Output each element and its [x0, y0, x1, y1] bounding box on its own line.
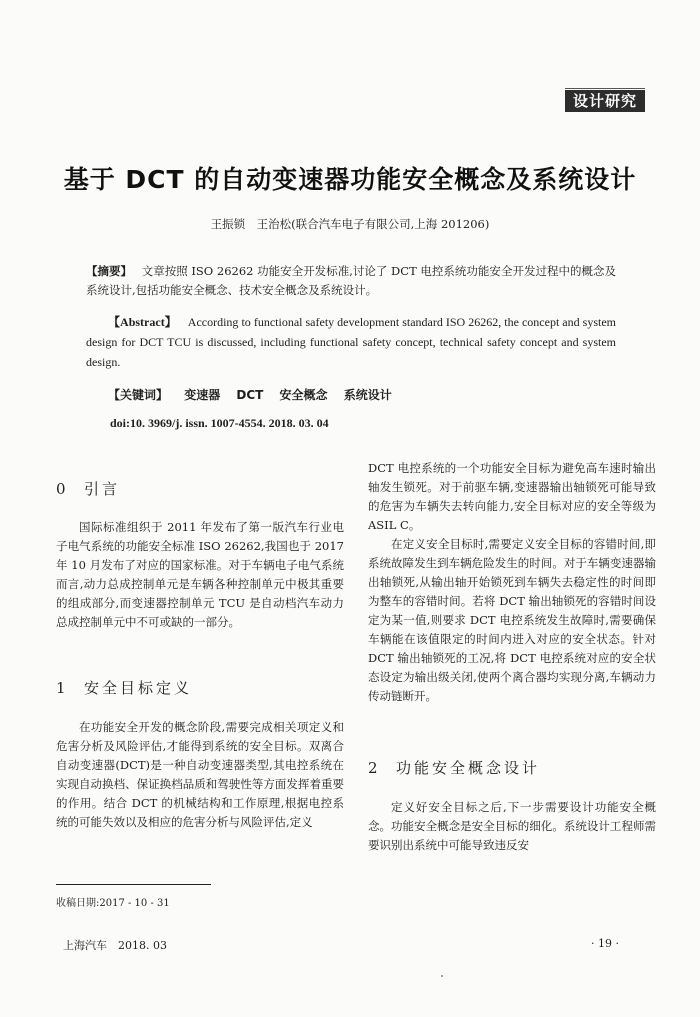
section-number: 1 — [56, 679, 69, 697]
scan-speck — [441, 975, 443, 977]
keywords — [108, 386, 608, 403]
paragraph: 在功能安全开发的概念阶段,需要完成相关项定义和危害分析及风险评估,才能得到系统的安全目标。双离合自动变速器(DCT)是一种自动变速器类型,其电控系统在实现自动换档、保证换档品质和驾驶性等方面发挥着重要的作用。结合 DCT 的机械结构和工作原理,根据电控系统的可能失效以及相应的危害分析与风险评估,定义 — [56, 720, 344, 829]
section-heading-1 — [56, 677, 344, 698]
section-number: 2 — [368, 759, 381, 777]
footnote-rule — [56, 884, 211, 885]
paragraph: 定义好安全目标之后,下一步需要设计功能安全概念。功能安全概念是安全目标的细化。系统设计工程师需要识别出系统中可能导致违反安 — [368, 800, 656, 852]
abstract-cn-text: 文章按照 ISO 26262 功能安全开发标准,讨论了 DCT 电控系统功能安全开发过程中的概念及系统设计,包括功能安全概念、技术安全概念及系统设计。 — [86, 264, 617, 297]
abstract-en — [86, 312, 616, 372]
keyword: DCT — [236, 388, 264, 402]
header-rule — [565, 88, 645, 89]
doi: doi:10. 3969/j. issn. 1007-4554. 2018. 03. 04 — [110, 416, 329, 430]
abstract-en-label: 【Abstract】 — [108, 315, 177, 329]
keyword: 安全概念 — [279, 388, 328, 402]
section-title: 引言 — [84, 480, 121, 498]
abstract-cn-label: 【摘要】 — [86, 264, 133, 278]
paragraph: 在定义安全目标时,需要定义安全目标的容错时间,即系统故障发生到车辆危险发生的时间。对于车辆变速器输出轴锁死,从输出轴开始锁死到车辆失去稳定性的时间即为整车的容错时间。若将 DCT 输出轴锁死的容错时间设定为某一值,则要求 DCT 电控系统发生故障时,需要确保车辆能在该值限定的时间内进入对应的安全状态。针对 DCT 输出轴锁死的工况,将 DCT 电控系统对应的安全状态设定为输出级关闭,使两个离合器均实现分离,车辆动力传动链断开。 — [368, 537, 656, 703]
section-heading-2 — [368, 757, 656, 778]
section-heading-0 — [56, 478, 344, 499]
journal-issue: 上海汽车 2018. 03 — [63, 939, 167, 952]
article-title: 基于 DCT 的自动变速器功能安全概念及系统设计 — [63, 165, 637, 194]
section-number: 0 — [56, 480, 69, 498]
abstract-en-text: According to functional safety development standard ISO 26262, the concept and system design for DCT TCU is discussed, including functional safety concept, technical safety concept and system design. — [86, 315, 617, 369]
section-0-body — [56, 518, 344, 632]
keywords-label: 【关键词】 — [108, 388, 169, 402]
paragraph: 国际标准组织于 2011 年发布了第一版汽车行业电子电气系统的功能安全标准 ISO 26262,我国也于 2017 年 10 月发布了对应的国家标准。对于车辆电子电气系统而言,动力总成控制单元是车辆各种控制单元中极其重要的组成部分,而变速器控制单元 TCU 是自动档汽车动力总成控制单元中不可或缺的一部分。 — [56, 520, 344, 629]
section-1-continuation — [368, 459, 656, 706]
keyword: 变速器 — [184, 388, 221, 402]
section-title: 安全目标定义 — [84, 679, 193, 697]
section-2-body — [368, 798, 656, 855]
section-tag: 设计研究 — [565, 90, 645, 112]
section-1-body — [56, 718, 344, 832]
keyword: 系统设计 — [343, 388, 392, 402]
paragraph: DCT 电控系统的一个功能安全目标为避免高车速时输出轴发生锁死。对于前驱车辆,变速器输出轴锁死可能导致的危害为车辆失去转向能力,安全目标对应的安全等级为 ASIL C。 — [368, 461, 656, 532]
page-number: · 19 · — [591, 937, 619, 950]
article-authors: 王振锁 王治松(联合汽车电子有限公司,上海 201206) — [210, 217, 490, 231]
section-title: 功能安全概念设计 — [396, 759, 541, 777]
received-date: 收稿日期:2017 - 10 - 31 — [56, 898, 170, 909]
abstract-cn — [86, 262, 616, 300]
